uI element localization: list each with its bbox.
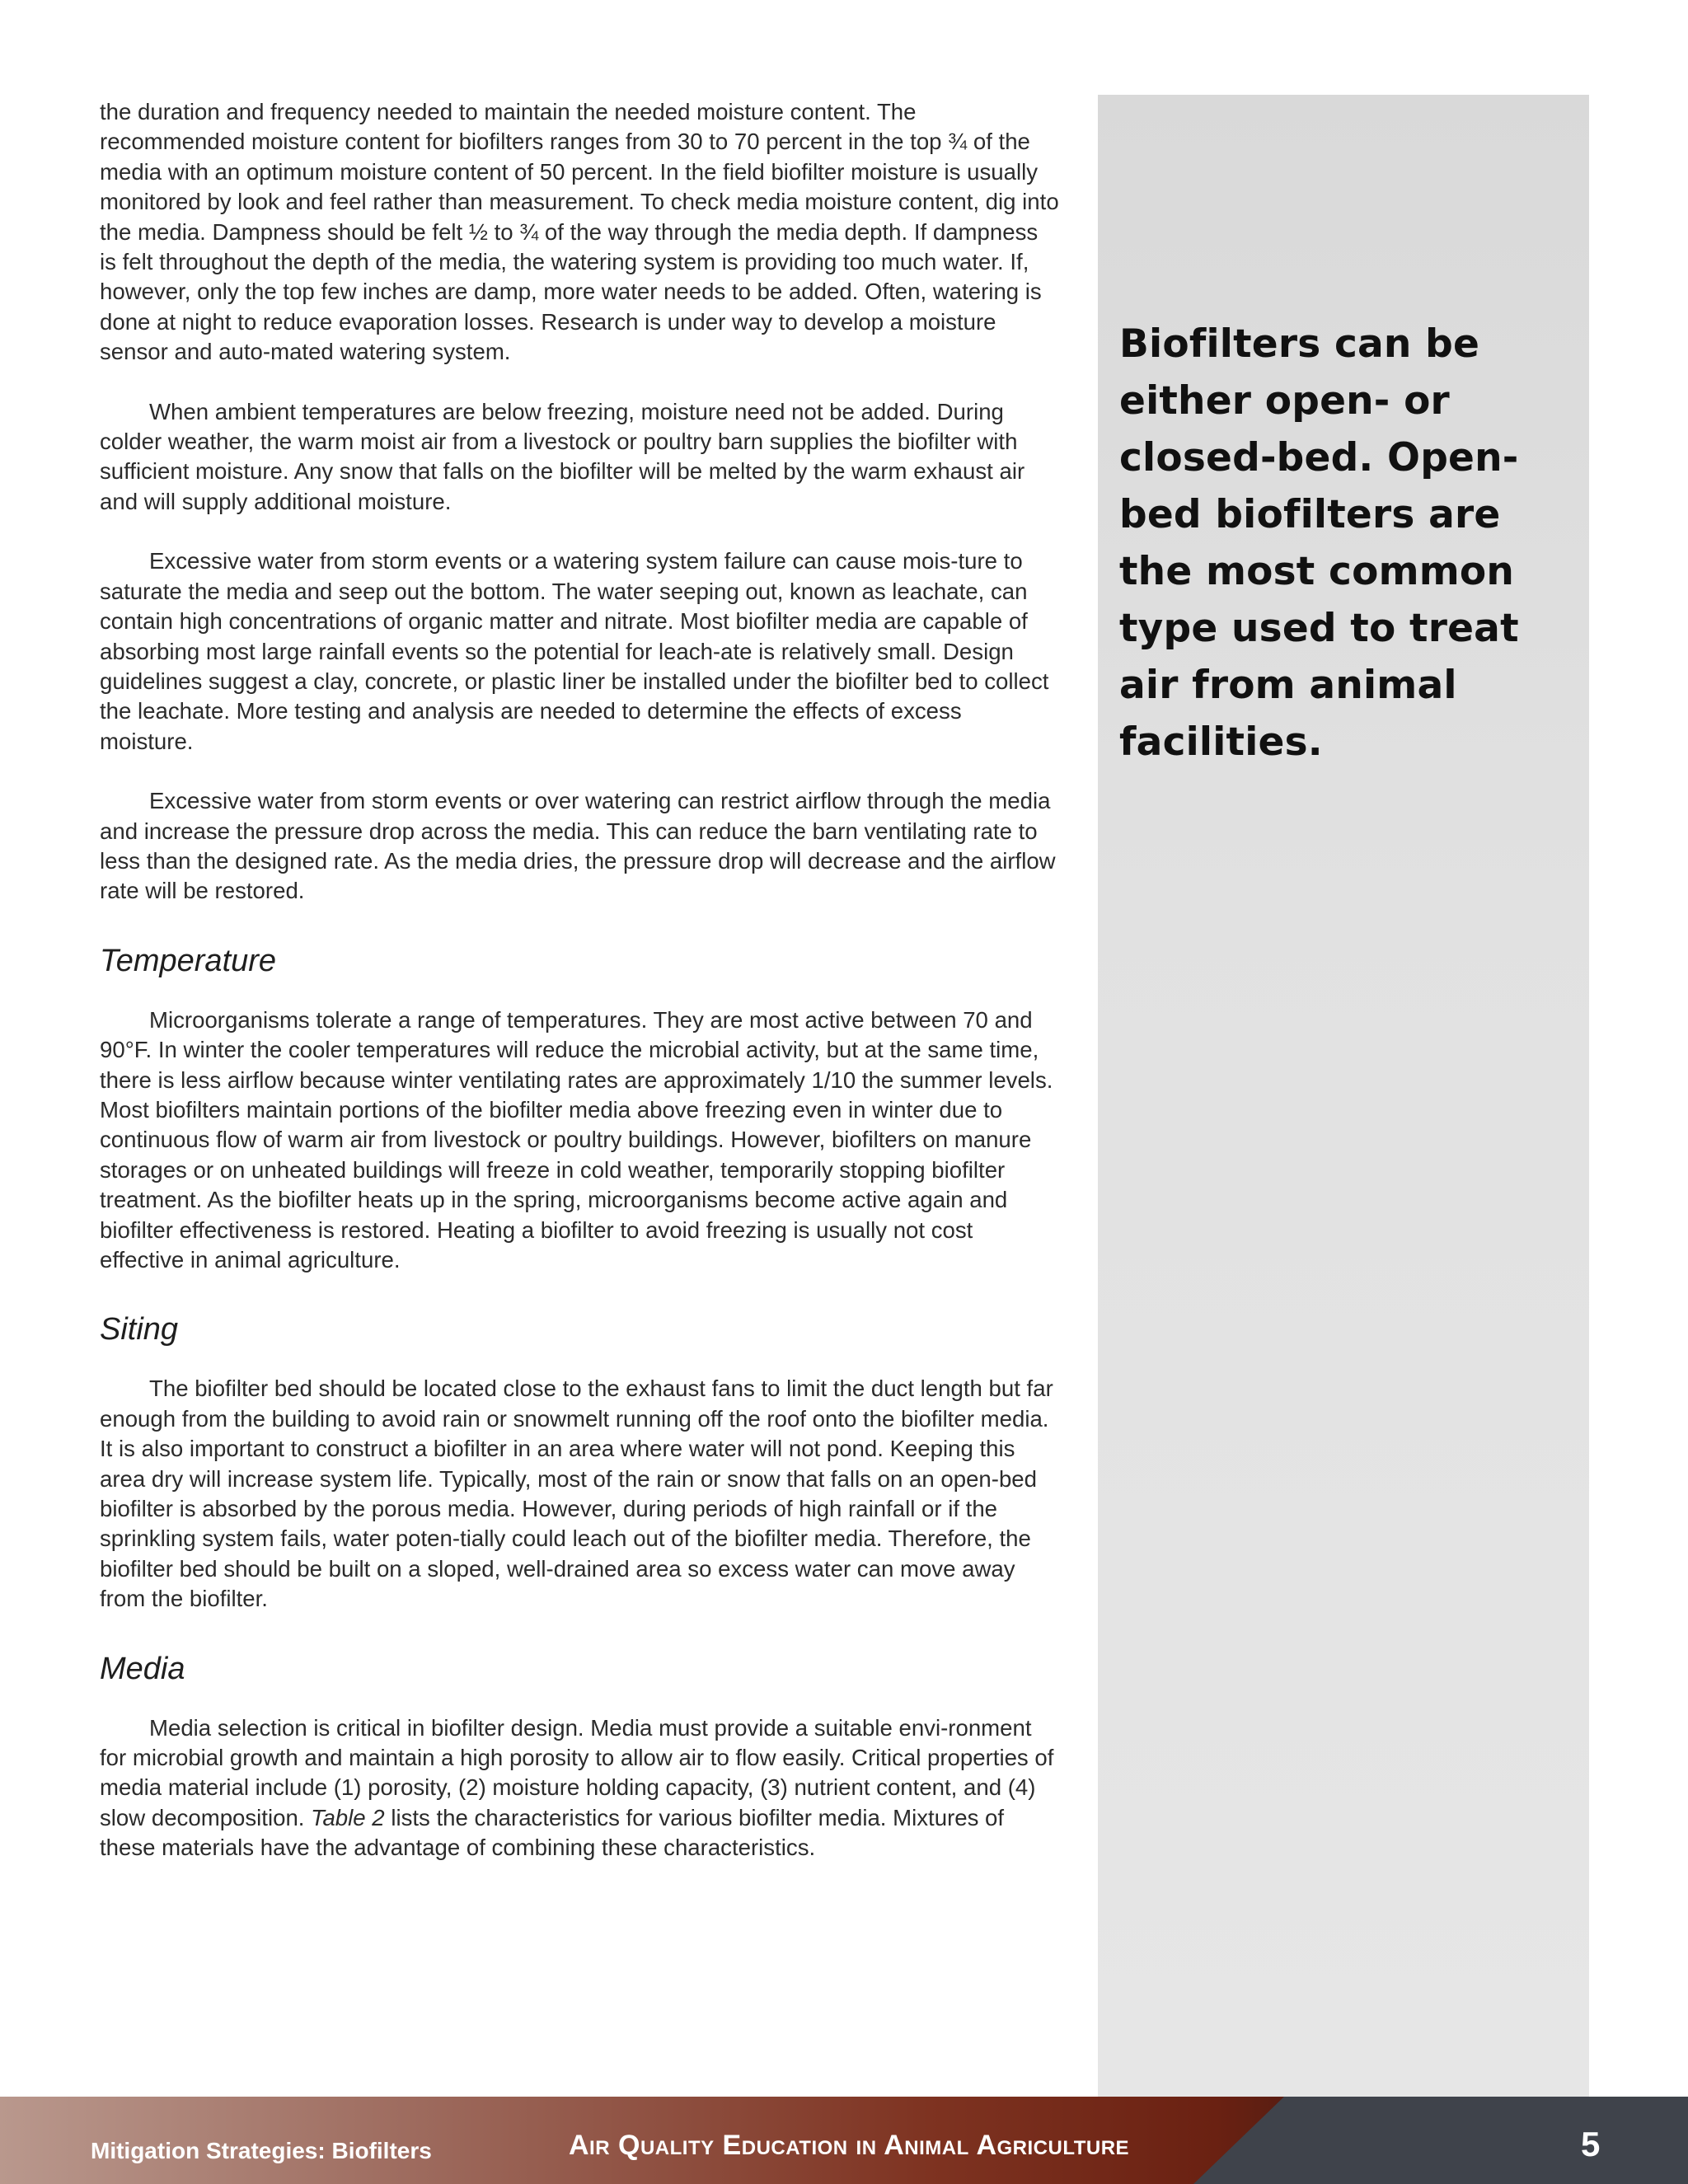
heading-temperature: Temperature	[100, 943, 277, 978]
paragraph-moisture-2: When ambient temperatures are below freezing, moisture need not be added. During colder weather, the warm moist air from a livestock or poultry barn supplies the biofilter with sufficient moisture. Any snow that falls on the biofilter will be melted by the warm exhaust air and will supply additional moisture.	[100, 398, 1025, 514]
footer-publication-title: Air Quality Education in Animal Agriculture	[569, 2130, 1130, 2161]
paragraph-moisture-1: the duration and frequency needed to maintain the needed moisture content. The recommended moisture content for biofilters ranges from 30 to 70 percent in the top ¾ of the media with an optimum moisture content of 50 percent. In the field biofilter moisture is usually monitored by look and feel rather than measurement. To check media moisture content, dig into the media. Dampness should be felt ½ to ¾ of the way through the media depth. If dampness is felt throughout the depth of the media, the watering system is providing too much water. If, however, only the top few inches are damp, more water needs to be added. Often, watering is done at night to reduce evaporation losses. Research is under way to develop a moisture sensor and auto-mated watering system.	[100, 99, 1059, 365]
page-number: 5	[1581, 2125, 1601, 2163]
paragraph-moisture-4: Excessive water from storm events or over watering can restrict airflow through the media and increase the pressure drop across the media. This can reduce the barn ventilating rate to less than the designed rate. As the media dries, the pressure drop will decrease and the airflow rate will be restored.	[100, 788, 1056, 904]
paragraph-media	[100, 1713, 1060, 1863]
paragraph-temperature: Microorganisms tolerate a range of temperatures. They are most active between 70 and 90°F. In winter the cooler temperatures will reduce the microbial activity, but at the same time, there is less airflow because winter ventilating rates are approximately 1/10 the summer levels. Most biofilters maintain portions of the biofilter media above freezing even in winter due to continuous flow of warm air from livestock or poultry buildings. However, biofilters on manure storages or on unheated buildings will freeze in cold weather, temporarily stopping biofilter treatment. As the biofilter heats up in the spring, microorganisms become active again and biofilter effectiveness is restored. Heating a biofilter to avoid freezing is usually not cost effective in animal agriculture.	[100, 1006, 1053, 1272]
footer-section-title: Mitigation Strategies: Biofilters	[91, 2138, 432, 2163]
footer-dark-band	[1193, 2097, 1688, 2184]
heading-siting: Siting	[100, 1312, 179, 1347]
pull-quote: Biofilters can be either open- or closed-bed. Open-bed biofilters are the most common type used to treat air from animal facilities.	[1119, 321, 1519, 765]
paragraph-siting: The biofilter bed should be located close to the exhaust fans to limit the duct length but far enough from the building to avoid rain or snowmelt running off the roof onto the biofilter media. It is also important to construct a biofilter in an area where water will not pond. Keeping this area dry will increase system life. Typically, most of the rain or snow that falls on an open-bed biofilter is absorbed by the porous media. However, during periods of high rainfall or if the sprinkling system fails, water poten-tially could leach out of the biofilter media. Therefore, the biofilter bed should be built on a sloped, well-drained area so excess water can move away from the biofilter.	[100, 1376, 1053, 1612]
heading-media: Media	[100, 1651, 185, 1686]
paragraph-media-text-b: lists the characteristics for various biofilter media. Mixtures of these materials have the advantage of combining these characteristics.	[100, 1804, 1005, 1861]
paragraph-moisture-3: Excessive water from storm events or a watering system failure can cause mois-ture to saturate the media and seep out the bottom. The water seeping out, known as leachate, can contain high concentrations of organic matter and nitrate. Most biofilter media are capable of absorbing most large rainfall events so the potential for leach-ate is relatively small. Design guidelines suggest a clay, concrete, or plastic liner be installed under the biofilter bed to collect the leachate. More testing and analysis are needed to determine the effects of excess moisture.	[100, 548, 1049, 754]
page-footer	[0, 2097, 1688, 2184]
main-column	[100, 97, 1060, 1893]
table-reference: Table 2	[311, 1804, 385, 1830]
paragraph-media-text-a: Media selection is critical in biofilter design. Media must provide a suitable envi-ronment for microbial growth and maintain a high porosity to allow air to flow easily. Critical properties of media material include (1) porosity, (2) moisture holding capacity, (3) nutrient content, and (4) slow decomposition.	[100, 1714, 1054, 1830]
